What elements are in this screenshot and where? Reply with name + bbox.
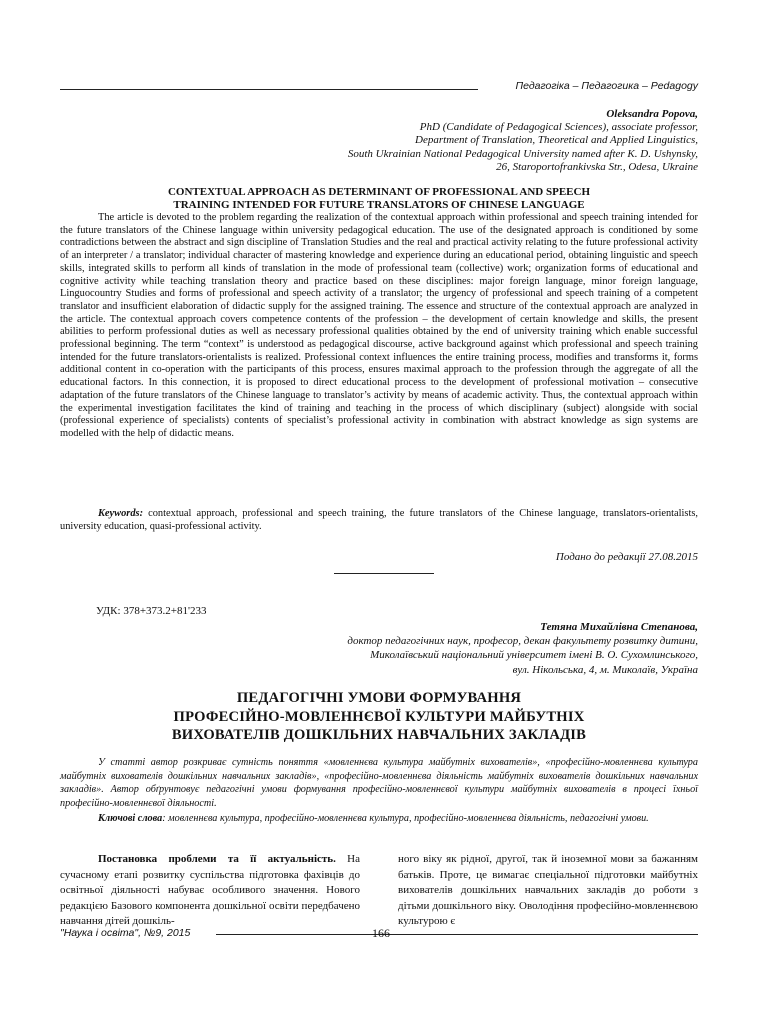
ua-author-name: Тетяна Михайлівна Степанова, xyxy=(540,621,698,633)
page-footer xyxy=(60,926,698,940)
ua-author-line: вул. Нікольська, 4, м. Миколаїв, Україна xyxy=(512,663,698,676)
ua-title-line: ПРОФЕСІЙНО-МОВЛЕННЄВОЇ КУЛЬТУРИ МАЙБУТНІХ xyxy=(173,708,585,725)
ua-article-title xyxy=(60,689,698,745)
ua-keywords xyxy=(60,812,698,826)
article-separator xyxy=(334,573,434,574)
en-abstract: The article is devoted to the problem regarding the realization of the contextual approach within professional and speech training intended for the future translators of the Chinese language within university pedagogical education. The use of the designated approach is conditioned by some contradictions between the abstract and sign discipline of Translation Studies and the real and practical activity relating to the future professional activity of an interpreter / a translator; individual character of mastering knowledge and experience during an educational period, obtaining linguistic and speech skills, integrated skills to perform all kinds of translation in the mode of professional team (collective) work; organization forms of educational and cognitive activity while teaching translation theory and practice based on these disciplines: major foreign language, minor foreign language, Linguocountry Studies and forms of professional and speech activity of a translator; the urgency of professional and speech training of a competent translator and insufficient elaboration of didactic supply for the assigned training. The essence and structure of the contextual approach are analyzed in the article. The contextual approach covers competence contents of the profession – the development of certain knowledge and skills, the present abilities to perform professional duties as well as necessary professional qualities obtained by the end of university training which enable successful professional beginning. The term “context” is understood as pedagogical discourse, active background against which professional and speech training intended for the future translators-orientalists is realized. Professional context influences the entire training process, modifies and transforms it, forms additional content in co-operation with the participants of this process, ensures maximal approach to the profession through the aggregate of all the educational factors. In this connection, it is proposed to direct educational process to the development of professional motivation – consecutive adaptation of the future translators of the Chinese language to translator’s activity by means of academic activity. Thus, the contextual approach within the experimental investigation facilitates the kind of training and teaching in the process of which disciplinary (subject) alongside with social (professional experience of specialists) contents of specialist’s professional activity in combination with abstract knowledge as sign systems are modelled with the help of didactic means. xyxy=(60,212,698,439)
ua-title-line: ВИХОВАТЕЛІВ ДОШКІЛЬНИХ НАВЧАЛЬНИХ ЗАКЛАДІВ xyxy=(171,727,587,743)
submission-date: Подано до редакції 27.08.2015 xyxy=(555,551,698,563)
en-author-name: Oleksandra Popova, xyxy=(606,108,698,120)
en-author-line: 26, Staroportofrankivska Str., Odesa, Ukraine xyxy=(496,160,698,173)
en-keywords-text: contextual approach, professional and speech training, the future translators of the Chinese language, translators-orientalists, university education, quasi-professional activity. xyxy=(60,508,698,532)
en-author-block xyxy=(348,108,698,174)
running-header xyxy=(60,76,698,92)
ua-author-line: Миколаївський національний університет імені В. О. Сухомлинського, xyxy=(370,649,698,662)
en-author-line: PhD (Candidate of Pedagogical Sciences), associate professor, xyxy=(419,121,698,134)
journal-name: "Наука і освіта", №9, 2015 xyxy=(60,927,191,939)
en-keywords-label: Keywords: xyxy=(98,508,144,519)
running-header-text: Педагогіка – Педагогика – Pedagogy xyxy=(515,80,698,92)
udk-code: УДК: 378+373.2+81'233 xyxy=(96,605,207,617)
en-keywords xyxy=(60,508,698,533)
en-author-line: Department of Translation, Theoretical and Applied Linguistics, xyxy=(415,134,698,147)
en-article-title xyxy=(60,186,698,212)
ua-author-block xyxy=(347,620,698,677)
header-rule xyxy=(60,89,478,90)
footer-rule-right xyxy=(400,934,698,935)
ua-title-line: ПЕДАГОГІЧНІ УМОВИ ФОРМУВАННЯ xyxy=(236,690,522,706)
body-text-left: На сучасному етапі розвитку суспільства підготовка фахівців до освітньої діяльності набуває особливого значення. Нового редакцією Базового компонента дошкільної освіти передбачено навчання дітей дошкіль- xyxy=(60,853,361,928)
ua-author-line: доктор педагогічних наук, професор, декан факультету розвитку дитини, xyxy=(347,635,698,648)
footer-rule-left xyxy=(216,934,428,935)
en-author-line: South Ukrainian National Pedagogical University named after K. D. Ushynsky, xyxy=(347,147,698,160)
body-column-left xyxy=(60,852,360,930)
body-column-right: ного віку як рідної, другої, так й іноземної мови за бажанням батьків. Проте, це вимагає спеціальної підготовки майбутніх вихователів дошкільних навчальних закладів до роботи з дітьми дошкільного віку. Оволодіння професійно-мовленнєвою культурою є xyxy=(398,853,698,928)
page-number: 166 xyxy=(372,926,390,940)
ua-keywords-text: : мовленнєва культура, професійно-мовленнєва культура, професійно-мовленнєва діяльність, педагогічні умови. xyxy=(162,813,649,824)
ua-keywords-label: Ключові слова xyxy=(98,813,163,824)
en-title-line: CONTEXTUAL APPROACH AS DETERMINANT OF PROFESSIONAL AND SPEECH xyxy=(167,186,591,198)
section-lead: Постановка проблеми та її актуальність. xyxy=(98,853,336,865)
en-title-line: TRAINING INTENDED FOR FUTURE TRANSLATORS OF CHINESE LANGUAGE xyxy=(173,199,585,211)
ua-abstract: У статті автор розкриває сутність поняття «мовленнєва культура майбутніх вихователів», «професійно-мовленнєва культура майбутніх вихователів дошкільних навчальних закладів», «професійно-мовленнєва діяльність майбутніх вихователів дошкільних навчальних закладів». Автор обґрунтовує педагогічні умови формування професійно-мовленнєвої культури майбутніх вихователів в процесі їхньої професійно-мовленнєвої діяльності. xyxy=(60,757,698,809)
